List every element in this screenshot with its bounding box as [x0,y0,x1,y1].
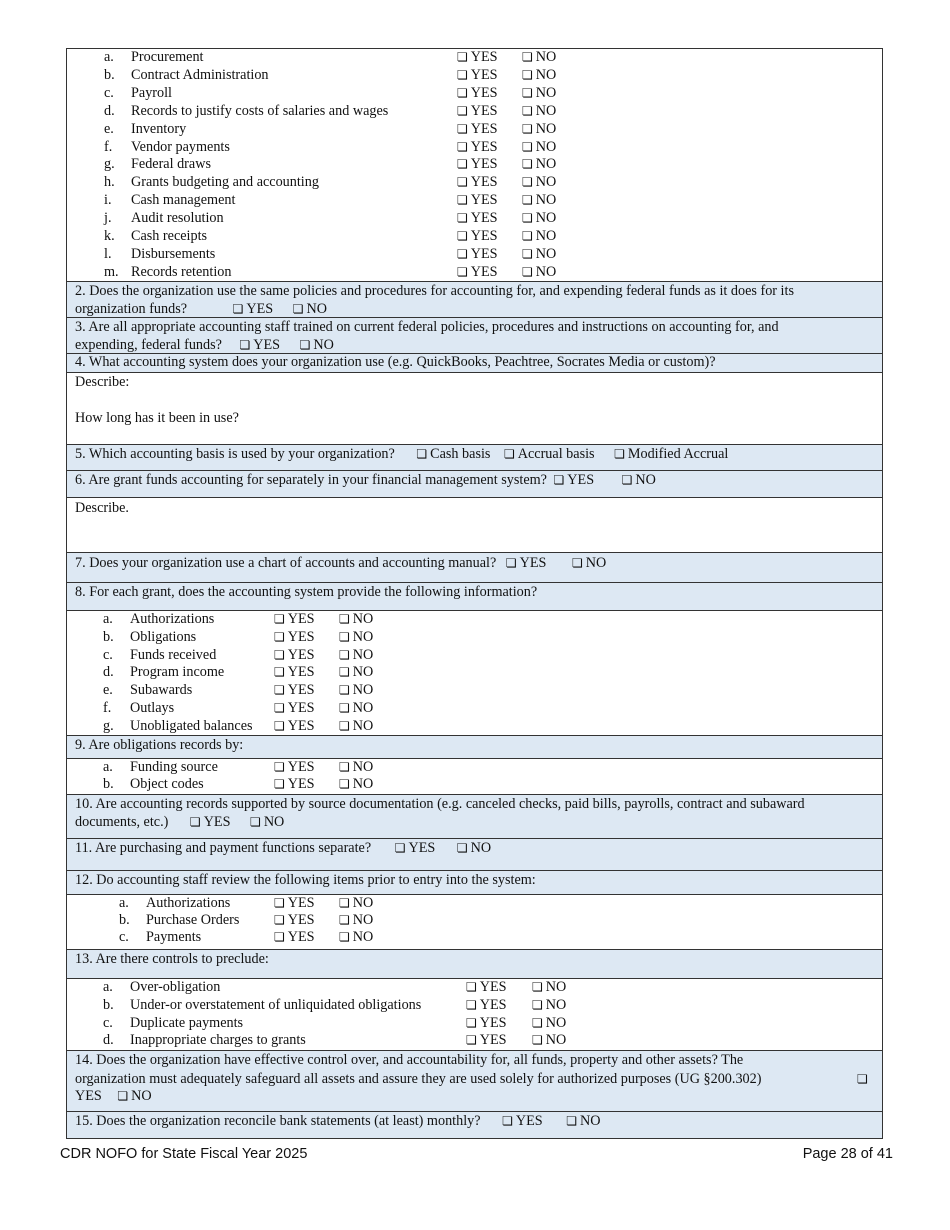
item-label: Payments [146,929,202,945]
item-label: Authorizations [130,611,215,627]
item-no-checkbox[interactable]: ❏ NO [339,929,374,945]
item-letter: d. [104,102,115,119]
q2-question-line1: 2. Does the organization use the same policies and procedures for accounting for, and expending federal funds as it does for its [75,283,794,299]
q5-row [67,445,882,471]
item-yes-checkbox[interactable]: ❏ YES [466,1032,507,1049]
item-label: Unobligated balances [130,717,253,734]
item-yes-checkbox[interactable]: ❏ YES [457,49,498,65]
item-no-checkbox[interactable]: ❏ NO [522,66,557,83]
item-label: Records retention [131,263,232,280]
item-letter: k. [104,228,115,244]
item-yes-checkbox[interactable]: ❏ YES [274,628,315,645]
item-label: Funding source [130,759,218,775]
item-no-checkbox[interactable]: ❏ NO [339,895,374,911]
q15-row [67,1112,882,1138]
item-letter: g. [103,717,114,734]
q12-question: 12. Do accounting staff review the following items prior to entry into the system: [75,872,536,888]
q15-no-checkbox[interactable]: ❏ NO [566,1113,601,1129]
item-label: Payroll [131,84,172,101]
q3-yes-checkbox[interactable]: ❏ YES [239,337,281,353]
item-label: Outlays [130,700,175,716]
item-no-checkbox[interactable]: ❏ NO [339,611,374,627]
item-yes-checkbox[interactable]: ❏ YES [274,775,315,792]
q7-no-checkbox[interactable]: ❏ NO [571,555,607,571]
item-label: Over-obligation [130,979,221,995]
q10-row [67,795,882,839]
q14-row [67,1051,882,1112]
q12-row [67,871,882,895]
q4-question: 4. What accounting system does your organization use (e.g. QuickBooks, Peachtree, Socrates Media or custom)? [75,354,716,370]
q15-yes-checkbox[interactable]: ❏ YES [502,1113,543,1129]
q9-items-section [67,759,882,795]
item-label: Records to justify costs of salaries and wages [131,102,389,119]
q14-no-checkbox[interactable]: ❏ NO [117,1088,152,1104]
footer-title: CDR NOFO for State Fiscal Year 2025 [60,1146,308,1162]
item-no-checkbox[interactable]: ❏ NO [522,138,557,155]
item-label: Obligations [130,628,197,645]
item-letter: g. [104,156,115,173]
item-letter: c. [104,84,114,101]
item-label: Inventory [131,120,187,137]
q14-question-line2: organization must adequately safeguard all assets and assure they are used solely for authorized purposes (UG §200.302) [75,1071,762,1087]
q12-items-section [67,895,882,950]
q8-row [67,583,882,611]
item-yes-checkbox[interactable]: ❏ YES [274,912,315,928]
q15-question: 15. Does the organization reconcile bank statements (at least) monthly? [75,1113,481,1129]
item-no-checkbox[interactable]: ❏ NO [522,245,557,262]
q14-yes-box[interactable]: ❏ [857,1072,868,1086]
item-no-checkbox[interactable]: ❏ NO [339,775,374,792]
item-no-checkbox[interactable]: ❏ NO [532,1032,567,1049]
item-yes-checkbox[interactable]: ❏ YES [466,979,507,995]
item-no-checkbox[interactable]: ❏ NO [532,996,567,1013]
item-letter: d. [103,1032,114,1049]
item-label: Authorizations [146,895,231,911]
item-yes-checkbox[interactable]: ❏ YES [457,228,498,244]
q7-row [67,553,882,583]
item-no-checkbox[interactable]: ❏ NO [339,700,374,716]
item-yes-checkbox[interactable]: ❏ YES [457,263,498,280]
q2-yes-checkbox[interactable]: ❏ YES [232,301,274,317]
item-yes-checkbox[interactable]: ❏ YES [457,156,498,173]
item-letter: a. [104,49,114,65]
item-letter: c. [119,929,129,945]
q10-question-line1: 10. Are accounting records supported by source documentation (e.g. canceled checks, paid bills, payrolls, contract and subaward [75,796,805,812]
item-letter: i. [104,192,112,209]
item-label: Cash management [131,192,236,209]
q6-question: 6. Are grant funds accounting for separately in your financial management system? [75,472,547,488]
item-no-checkbox[interactable]: ❏ NO [339,759,374,775]
item-letter: e. [104,120,114,137]
item-label: Program income [130,664,225,681]
item-no-checkbox[interactable]: ❏ NO [522,192,557,209]
item-letter: d. [103,664,114,681]
item-letter: a. [119,895,129,911]
q2-no-checkbox[interactable]: ❏ NO [292,301,327,317]
item-letter: b. [103,628,114,645]
item-letter: a. [103,759,113,775]
q6-describe-label: Describe. [75,500,129,516]
item-letter: l. [104,245,112,262]
questionnaire-table [66,48,883,1139]
item-yes-checkbox[interactable]: ❏ YES [274,759,315,775]
item-letter: a. [103,979,113,995]
item-no-checkbox[interactable]: ❏ NO [532,979,567,995]
item-label: Cash receipts [131,228,208,244]
item-yes-checkbox[interactable]: ❏ YES [274,929,315,945]
item-label: Duplicate payments [130,1014,244,1031]
q2-question-line2: organization funds? [75,301,188,317]
item-label: Object codes [130,775,204,792]
item-no-checkbox[interactable]: ❏ NO [339,646,374,663]
q1-items-section [67,49,882,282]
item-label: Disbursements [131,245,216,262]
item-no-checkbox[interactable]: ❏ NO [339,664,374,681]
item-letter: b. [104,66,115,83]
q2-row [67,282,882,318]
item-yes-checkbox[interactable]: ❏ YES [457,245,498,262]
item-label: Subawards [130,682,193,699]
q6-no-checkbox[interactable]: ❏ NO [621,472,656,488]
q11-no-checkbox[interactable]: ❏ NO [456,840,492,856]
q10-question-line2: documents, etc.) [75,814,169,830]
item-yes-checkbox[interactable]: ❏ YES [457,174,498,191]
q3-question-line2: expending, federal funds? [75,337,222,353]
item-label: Federal draws [131,156,211,173]
item-yes-checkbox[interactable]: ❏ YES [274,682,315,699]
item-letter: c. [103,646,113,663]
q6-yes-checkbox[interactable]: ❏ YES [553,472,595,488]
item-yes-checkbox[interactable]: ❏ YES [457,138,498,155]
item-label: Under-or overstatement of unliquidated obligations [130,996,422,1013]
item-label: Contract Administration [131,66,269,83]
item-label: Inappropriate charges to grants [130,1032,306,1049]
q7-yes-checkbox[interactable]: ❏ YES [505,555,547,571]
item-no-checkbox[interactable]: ❏ NO [339,682,374,699]
item-label: Procurement [131,49,204,65]
item-yes-checkbox[interactable]: ❏ YES [274,717,315,734]
item-yes-checkbox[interactable]: ❏ YES [274,611,315,627]
item-yes-checkbox[interactable]: ❏ YES [274,664,315,681]
item-no-checkbox[interactable]: ❏ NO [339,628,374,645]
item-yes-checkbox[interactable]: ❏ YES [457,66,498,83]
item-yes-checkbox[interactable]: ❏ YES [457,102,498,119]
item-letter: h. [104,174,115,191]
item-yes-checkbox[interactable]: ❏ YES [274,895,315,911]
item-letter: m. [104,263,119,280]
item-no-checkbox[interactable]: ❏ NO [339,912,374,928]
item-no-checkbox[interactable]: ❏ NO [522,210,557,227]
q3-no-checkbox[interactable]: ❏ NO [299,337,334,353]
item-label: Audit resolution [131,210,224,227]
q8-question: 8. For each grant, does the accounting system provide the following information? [75,584,538,600]
item-letter: j. [104,210,112,227]
item-no-checkbox[interactable]: ❏ NO [522,263,557,280]
item-yes-checkbox[interactable]: ❏ YES [457,210,498,227]
q11-question: 11. Are purchasing and payment functions separate? [75,840,372,856]
q7-question: 7. Does your organization use a chart of accounts and accounting manual? [75,555,497,571]
item-no-checkbox[interactable]: ❏ NO [522,228,557,244]
item-letter: f. [103,700,112,716]
item-yes-checkbox[interactable]: ❏ YES [457,120,498,137]
q4-describe-label: Describe: [75,374,130,390]
item-letter: a. [103,611,113,627]
q11-row [67,839,882,871]
footer-page-number: Page 28 of 41 [802,1146,893,1162]
q5-modified-accrual-checkbox[interactable]: ❏ Modified Accrual [614,446,729,462]
q3-question-line1: 3. Are all appropriate accounting staff trained on current federal policies, procedures and instructions on accounting for, and [75,319,779,335]
q14-yes-label[interactable]: YES [75,1088,102,1104]
item-no-checkbox[interactable]: ❏ NO [532,1014,567,1031]
item-letter: b. [119,912,130,928]
item-label: Vendor payments [131,138,230,155]
item-label: Funds received [130,646,217,663]
q13-question: 13. Are there controls to preclude: [75,951,269,967]
item-no-checkbox[interactable]: ❏ NO [522,156,557,173]
item-letter: f. [104,138,113,155]
item-letter: e. [103,682,113,699]
item-yes-checkbox[interactable]: ❏ YES [274,646,315,663]
item-label: Purchase Orders [146,912,240,928]
q4-answer-area[interactable] [67,373,882,445]
q4-row [67,354,882,373]
item-yes-checkbox[interactable]: ❏ YES [466,996,507,1013]
q11-yes-checkbox[interactable]: ❏ YES [394,840,436,856]
item-label: Grants budgeting and accounting [131,174,319,191]
q4-how-long-label: How long has it been in use? [75,410,239,426]
item-no-checkbox[interactable]: ❏ NO [522,120,557,137]
q8-items-section [67,611,882,736]
q6-answer-area[interactable] [67,498,882,553]
item-no-checkbox[interactable]: ❏ NO [522,174,557,191]
q13-items-section [67,979,882,1051]
item-no-checkbox[interactable]: ❏ NO [522,49,557,65]
item-yes-checkbox[interactable]: ❏ YES [457,192,498,209]
q5-cash-basis-checkbox[interactable]: ❏ Cash basis [416,446,491,462]
q9-row [67,736,882,759]
item-no-checkbox[interactable]: ❏ NO [522,84,557,101]
q14-question-line1: 14. Does the organization have effective control over, and accountability for, all funds, property and other assets? The [75,1052,744,1068]
item-no-checkbox[interactable]: ❏ NO [339,717,374,734]
q10-no-checkbox[interactable]: ❏ NO [250,814,285,830]
item-letter: b. [103,775,114,792]
q5-question: 5. Which accounting basis is used by your organization? [75,446,395,462]
item-yes-checkbox[interactable]: ❏ YES [274,700,315,716]
item-letter: b. [103,996,114,1013]
item-letter: c. [103,1014,113,1031]
q3-row [67,318,882,354]
item-no-checkbox[interactable]: ❏ NO [522,102,557,119]
q9-question: 9. Are obligations records by: [75,737,244,753]
q5-accrual-basis-checkbox[interactable]: ❏ Accrual basis [503,446,595,462]
q10-yes-checkbox[interactable]: ❏ YES [189,814,231,830]
q6-row [67,471,882,498]
q13-row [67,950,882,979]
item-yes-checkbox[interactable]: ❏ YES [457,84,498,101]
item-yes-checkbox[interactable]: ❏ YES [466,1014,507,1031]
